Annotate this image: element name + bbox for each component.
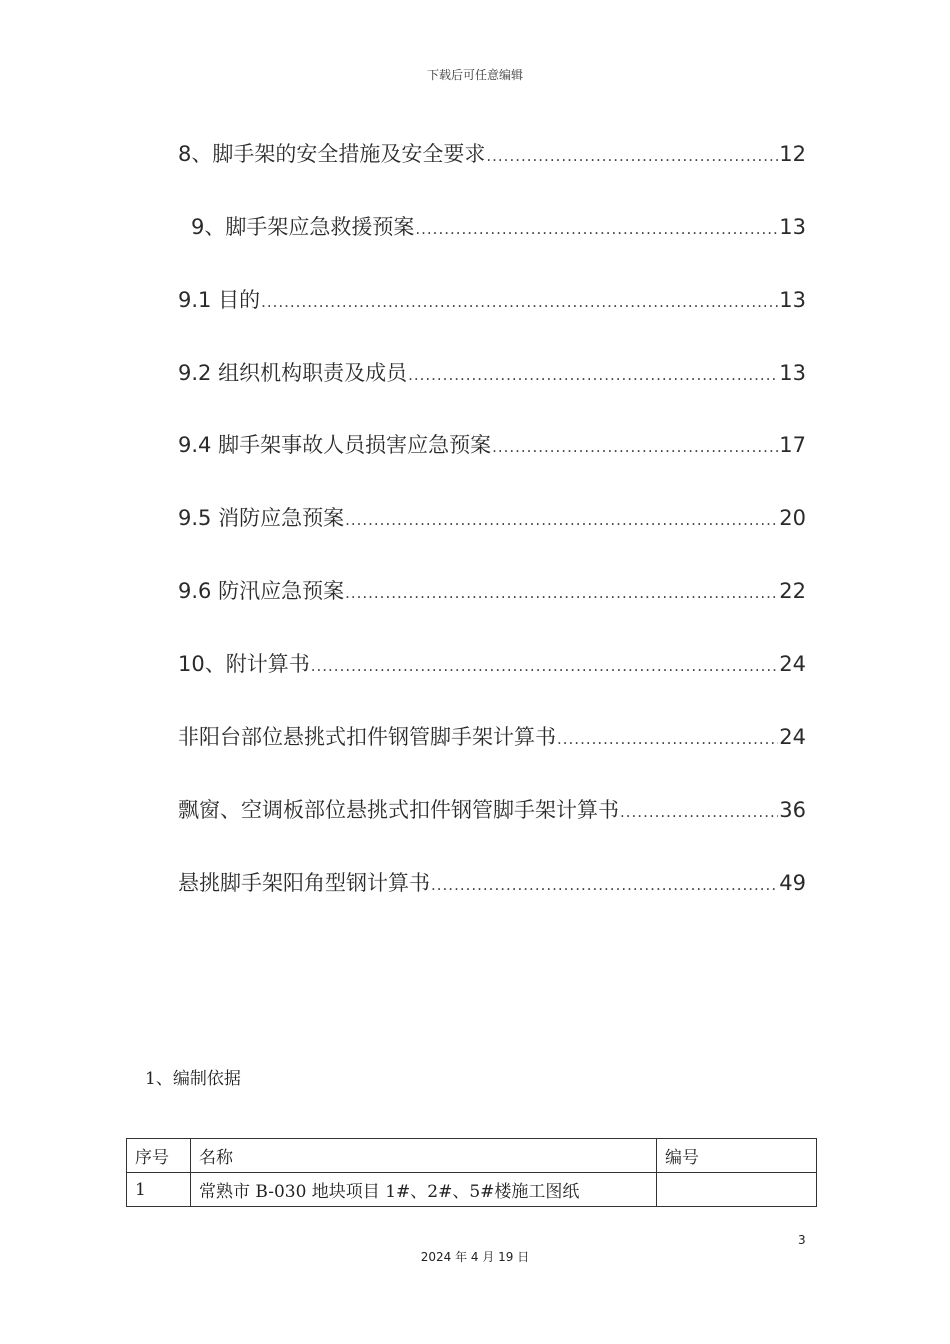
- page-footer-date: 2024 年 4 月 19 日: [420, 1250, 530, 1264]
- column-header-name: 名称: [191, 1139, 657, 1173]
- toc-entry-page: 17: [779, 433, 806, 457]
- toc-entry-title: 悬挑脚手架阳角型钢计算书: [178, 871, 430, 895]
- toc-entry-page: 22: [779, 579, 806, 603]
- toc-entry[interactable]: [178, 211, 806, 243]
- table-cell-code: [657, 1173, 817, 1207]
- toc-entry-page: 36: [779, 798, 806, 822]
- table-cell-index: 1: [127, 1173, 191, 1207]
- toc-entry-title: 9.4 脚手架事故人员损害应急预案: [178, 433, 492, 457]
- toc-dot-leader: [492, 438, 778, 456]
- toc-dot-leader: [415, 220, 778, 238]
- toc-entry[interactable]: [178, 867, 806, 899]
- toc-entry-page: 13: [779, 215, 806, 239]
- toc-entry[interactable]: [178, 721, 806, 753]
- toc-entry-title: 9、脚手架应急救援预案: [191, 215, 415, 239]
- toc-entry-page: 12: [779, 142, 806, 166]
- page-number: 3: [798, 1233, 806, 1247]
- column-header-code: 编号: [657, 1139, 817, 1173]
- section-heading: 1、编制依据: [145, 1069, 241, 1089]
- toc-entry[interactable]: [178, 794, 806, 826]
- table-cell-name: 常熟市 B-030 地块项目 1#、2#、5#楼施工图纸: [191, 1173, 657, 1207]
- basis-table: [126, 1138, 817, 1207]
- toc-dot-leader: [408, 366, 778, 384]
- toc-entry-title: 非阳台部位悬挑式扣件钢管脚手架计算书: [178, 725, 556, 749]
- toc-entry-title: 9.5 消防应急预案: [178, 506, 345, 530]
- toc-dot-leader: [261, 293, 778, 311]
- toc-entry-page: 20: [779, 506, 806, 530]
- toc-entry[interactable]: [178, 429, 806, 461]
- page-header: 下载后可任意编辑: [426, 68, 523, 82]
- toc-dot-leader: [620, 803, 778, 821]
- toc-dot-leader: [431, 876, 778, 894]
- toc-entry-title: 9.1 目的: [178, 288, 261, 312]
- toc-dot-leader: [311, 657, 779, 675]
- toc-dot-leader: [557, 730, 778, 748]
- toc-dot-leader: [486, 147, 778, 165]
- toc-entry-page: 24: [779, 652, 806, 676]
- toc-entry-title: 10、附计算书: [178, 652, 310, 676]
- toc-entry[interactable]: [178, 138, 806, 170]
- toc-entry-page: 24: [779, 725, 806, 749]
- toc-entry-page: 13: [779, 288, 806, 312]
- toc-dot-leader: [345, 584, 778, 602]
- toc-entry-title: 9.2 组织机构职责及成员: [178, 361, 408, 385]
- toc-entry-title: 8、脚手架的安全措施及安全要求: [178, 142, 486, 166]
- table-row: [127, 1173, 817, 1207]
- toc-entry-title: 9.6 防汛应急预案: [178, 579, 345, 603]
- toc-entry-page: 13: [779, 361, 806, 385]
- toc-entry[interactable]: [178, 575, 806, 607]
- toc-dot-leader: [345, 511, 778, 529]
- toc-entry[interactable]: [178, 357, 806, 389]
- toc-entry[interactable]: [178, 648, 806, 680]
- toc-entry-page: 49: [779, 871, 806, 895]
- toc-entry[interactable]: [178, 284, 806, 316]
- table-header-row: [127, 1139, 817, 1173]
- toc-entry-title: 飘窗、空调板部位悬挑式扣件钢管脚手架计算书: [178, 798, 619, 822]
- column-header-index: 序号: [127, 1139, 191, 1173]
- toc-entry[interactable]: [178, 502, 806, 534]
